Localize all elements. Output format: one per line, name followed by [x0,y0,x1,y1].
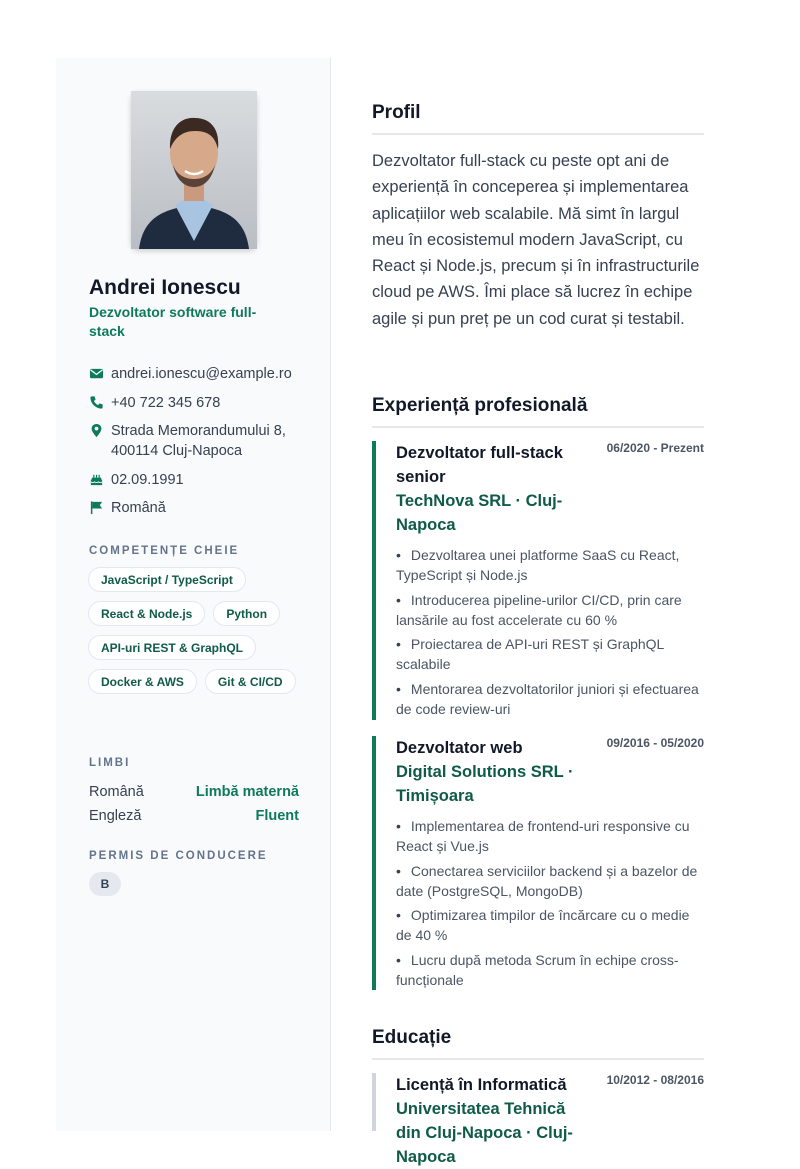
job-bullets [396,816,704,990]
language-row [89,780,299,804]
contact-birthdate [89,470,319,490]
nationality-text: Română [111,500,166,516]
skill-chip: Docker & AWS [88,669,197,694]
contact-nationality [89,498,319,518]
profile-photo [131,91,257,249]
language-level: Limbă maternă [195,784,299,800]
license-heading: PERMIS DE CONDUCERE [89,850,268,862]
sidebar [56,58,331,1131]
education-entry [372,1073,704,1166]
job-bullets [396,545,704,719]
contact-phone[interactable] [89,393,319,413]
profile-text: Dezvoltator full-stack cu peste opt ani de experiență în conceperea și implementarea aplicațiilor web scalabile. Mă simt în largul meu în ecosistemul modern JavaScript, cu React și Node.js, precum și în infrastructurile cloud pe AWS. Îmi place să lucrez în echipe agile și pun preț pe un cod curat și testabil. [372,152,700,328]
education-heading: Educație [372,1027,704,1060]
skills-heading: COMPETENȚE CHEIE [89,545,240,557]
job-title: Dezvoltator web [396,739,523,757]
cake-icon [89,472,104,487]
education-school: Universitatea Tehnică din Cluj-Napoca · Cluj-Napoca [396,1100,573,1166]
job-bullet: • Implementarea de frontend-uri responsive cu React și Vue.js [396,816,704,856]
profile-heading: Profil [372,102,704,135]
skill-chip: JavaScript / TypeScript [88,567,246,592]
language-level: Fluent [255,808,299,824]
phone-text: +40 722 345 678 [111,394,221,411]
languages-list [89,780,299,828]
job-bullet: • Proiectarea de API-uri REST și GraphQL scalabile [396,634,704,674]
job-bullet: • Optimizarea timpilor de încărcare cu o medie de 40 % [396,905,704,945]
license-badge: B [89,872,121,896]
experience-heading: Experiență profesională [372,395,704,428]
languages-heading: LIMBI [89,757,131,769]
job-bullet: • Mentorarea dezvoltatorilor juniori și efectuarea de code review-uri [396,679,704,719]
job-bullet: • Conectarea serviciilor backend și a bazelor de date (PostgreSQL, MongoDB) [396,861,704,901]
birthdate-text: 02.09.1991 [111,471,184,488]
person-title: Dezvoltator software full-stack [89,304,257,339]
person-name: Andrei Ionescu [89,276,241,299]
language-name: Engleză [89,808,142,824]
language-name: Română [89,784,144,800]
skills-chips [88,567,308,694]
job-dates: 06/2020 - Prezent [606,441,704,455]
skill-chip: React & Node.js [88,601,205,626]
email-text: andrei.ionescu@example.ro [111,366,292,382]
skill-chip: API-uri REST & GraphQL [88,635,256,660]
job-bullet: • Dezvoltarea unei platforme SaaS cu React, TypeScript și Node.js [396,545,704,585]
contact-email[interactable] [89,364,319,384]
envelope-icon [89,366,104,381]
flag-icon [89,500,104,515]
contact-address [89,421,319,461]
education-degree: Licență în Informatică [396,1076,567,1094]
job-entry [372,736,704,990]
address-text: Strada Memorandumului 8, 400114 Cluj-Napoca [111,423,286,459]
contact-list [89,364,319,527]
skill-chip: Git & CI/CD [205,669,296,694]
education-dates: 10/2012 - 08/2016 [606,1073,704,1087]
job-entry [372,441,704,720]
skill-chip: Python [213,601,280,626]
job-title: Dezvoltator full-stack senior [396,444,563,486]
job-dates: 09/2016 - 05/2020 [606,736,704,750]
job-company: Digital Solutions SRL · Timișoara [396,763,574,805]
phone-icon [89,395,104,410]
job-bullet: • Lucru după metoda Scrum în echipe cross-funcționale [396,950,704,990]
job-company: TechNova SRL · Cluj-Napoca [396,492,563,534]
language-row [89,804,299,828]
job-bullet: • Introducerea pipeline-urilor CI/CD, prin care lansările au fost accelerate cu 60 % [396,590,704,630]
map-pin-icon [89,423,104,438]
